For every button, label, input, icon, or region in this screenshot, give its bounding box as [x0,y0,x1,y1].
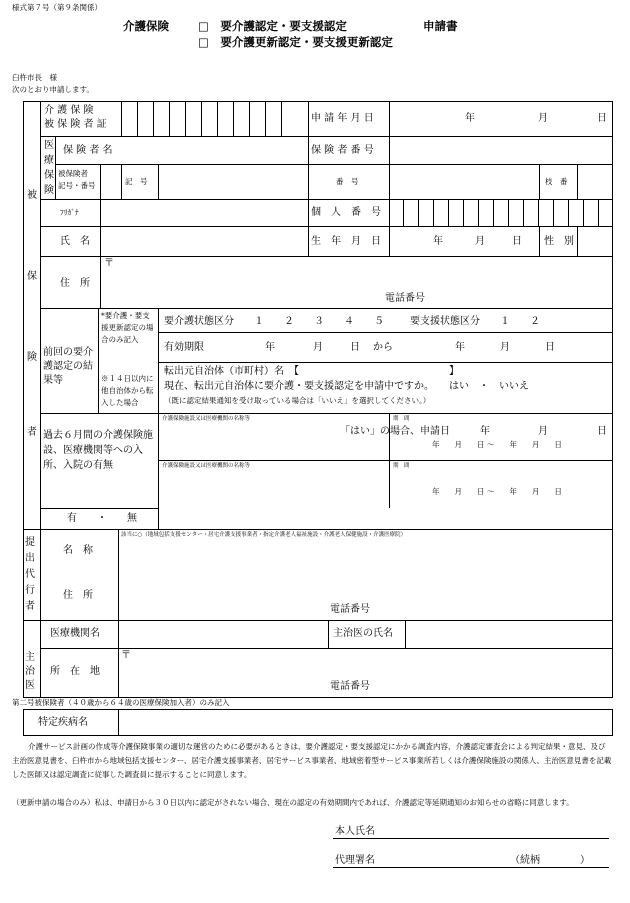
period-range-1: 年 月 日 ～ 年 月 日 [432,440,562,449]
birth-month: 月 [475,236,485,247]
transfer-question[interactable]: 現在、転出元自治体に要介護・要支援認定を申請中ですか。 はい ・ いいえ [164,381,529,392]
facility-name-label-2: 介護保険施設又は医療機関の名称等 [162,463,251,469]
gender-label: 性 別 [544,236,574,247]
addressee: 臼杵市長 様 [12,73,57,82]
intro: 次のとおり申請します。 [12,85,94,94]
support-level-options[interactable]: 要支援状態区分 １ ２ [410,316,540,327]
relation-label: （続柄 ） [510,855,590,866]
form-number: 様式第７号（第９条関係） [12,3,102,12]
valid-year1: 年 [265,342,275,353]
valid-day1: 日 [350,342,360,353]
bango-label: 番 号 [336,177,359,186]
app-month: 月 [538,113,548,124]
renewal-note: *要介護・要支援更新認定の場合のみ記入 [101,311,154,344]
title-option-renewal[interactable]: □ 要介護更新認定・要支援更新認定 [198,35,393,49]
kigo-label: 記 号 [125,177,148,186]
app-year: 年 [465,113,475,124]
address-phone-label: 電話番号 [385,293,425,304]
agent-name-label: 名 称 [63,545,93,556]
prev-result-label: 前回の要介護認定の結果等 [43,347,93,386]
ins-code-label: 被保険者 記号・番号 [58,169,96,190]
transfer-day: 日 [597,426,607,437]
transfer-from-label: 転出元自治体（市町村）名 【 】 [164,366,459,377]
category2-note: 第二号被保険者（４０歳から６４歳の医療保険加入者）のみ記入 [12,698,230,707]
section-label-agent: 提出代行者 [25,537,35,612]
app-date-label: 申 請 年 月 日 [311,113,374,124]
app-day: 日 [597,113,607,124]
agent-phone-label: 電話番号 [330,604,370,615]
birth-label: 生 年 月 日 [311,236,381,247]
facility-name-label-1: 介護保険施設又は医療機関の名称等 [162,416,251,422]
insurer-name-label: 保 険 者 名 [63,145,113,156]
consent-paragraph-1: 介護サービス計画の作成等介護保険事業の適切な運営のために必要があるときは、要介護認定・要支援認定にかかる調査内容、介護認定審査会による判定結果・意見、及び主治医意見書を、臼杵市から地域包括支援センター、居宅介護支援事業者、居宅サービス事業者、地域密着型サービス事業所若しくは介護保険施設の関係人、主治医意見書を記載した医師又は認定調査に従事した調査員に提示することに同意します。 [12,742,612,779]
section-label-insured-1: 被 [27,190,37,201]
transfer-year: 年 [480,426,490,437]
insurer-no-label: 保 険 者 番 号 [311,145,374,156]
hospital-label: 医療機関名 [50,628,100,639]
care-level-options[interactable]: 要介護状態区分 １ ２ ３ ４ ５ [164,316,384,327]
birth-year: 年 [433,236,443,247]
section-label-insured-3: 険 [27,352,37,363]
my-number-label: 個 人 番 号 [311,207,381,218]
signature-label: 本人氏名 [335,826,375,837]
consent-paragraph-2: （更新申請の場合のみ）私は、申請日から３０日以内に認定がされない場合、現在の認定の有効期間内であれば、介護認定等延期通知のお知らせの省略に同意します。 [12,798,574,807]
location-label: 所 在 地 [50,666,100,677]
section-label-insured-4: 者 [27,427,37,438]
title-option-new[interactable]: □ 要介護認定・要支援認定 [198,19,347,33]
insured-no-label: 介 護 保 険 被 保 険 者 証 [44,105,107,130]
furigana-label: ﾌﾘｶﾞﾅ [60,208,79,217]
transfer-note: ※１４日以内に他自治体から転入した場合 [101,374,154,407]
proxy-label: 代理署名 [335,855,375,866]
period-range-2: 年 月 日 ～ 年 月 日 [432,487,562,496]
agent-address-label: 住 所 [63,590,93,601]
specified-disease-label: 特定疾病名 [38,717,88,728]
transfer-month: 月 [538,426,548,437]
valid-year2: 年 [455,342,465,353]
agent-hint: 該当に○（地域包括支援センター・居宅介護支援事業者・指定介護老人福祉施設・介護老人保健施設・介護医療院） [121,532,407,538]
name-label: 氏 名 [60,236,90,247]
period-label-1: 期 間 [393,416,410,422]
doctor-postal-mark: 〒 [121,650,131,661]
doctor-name-label: 主治医の氏名 [333,628,393,639]
doctor-phone-label: 電話番号 [330,681,370,692]
title-main: 介護保険 [123,19,169,33]
postal-mark: 〒 [104,258,114,269]
transfer-hint: （既に認定結果通知を受け取っている場合は「いいえ」を選択してください。） [164,396,431,405]
valid-month2: 月 [500,342,510,353]
valid-period-label: 有効期限 [164,342,204,353]
edaban-label: 枝 番 [545,177,568,186]
valid-from: から [373,342,393,353]
has-none-options[interactable]: 有 ・ 無 [67,513,137,524]
facility-history-label: 過去６月間の介護保険施設、医療機関等への入所、入院の有無 [43,430,153,471]
section-label-insured-2: 保 [27,271,37,282]
birth-day: 日 [512,236,522,247]
address-label: 住 所 [60,278,90,289]
valid-day2: 日 [545,342,555,353]
title-suffix: 申請書 [423,19,458,33]
medical-ins-label: 医療保険 [44,140,54,196]
period-label-2: 期 間 [393,463,410,469]
valid-month1: 月 [313,342,323,353]
transfer-yes-date-label: 「はい」の場合、申請日 [340,426,450,437]
section-label-doctor: 主治医 [25,652,35,691]
